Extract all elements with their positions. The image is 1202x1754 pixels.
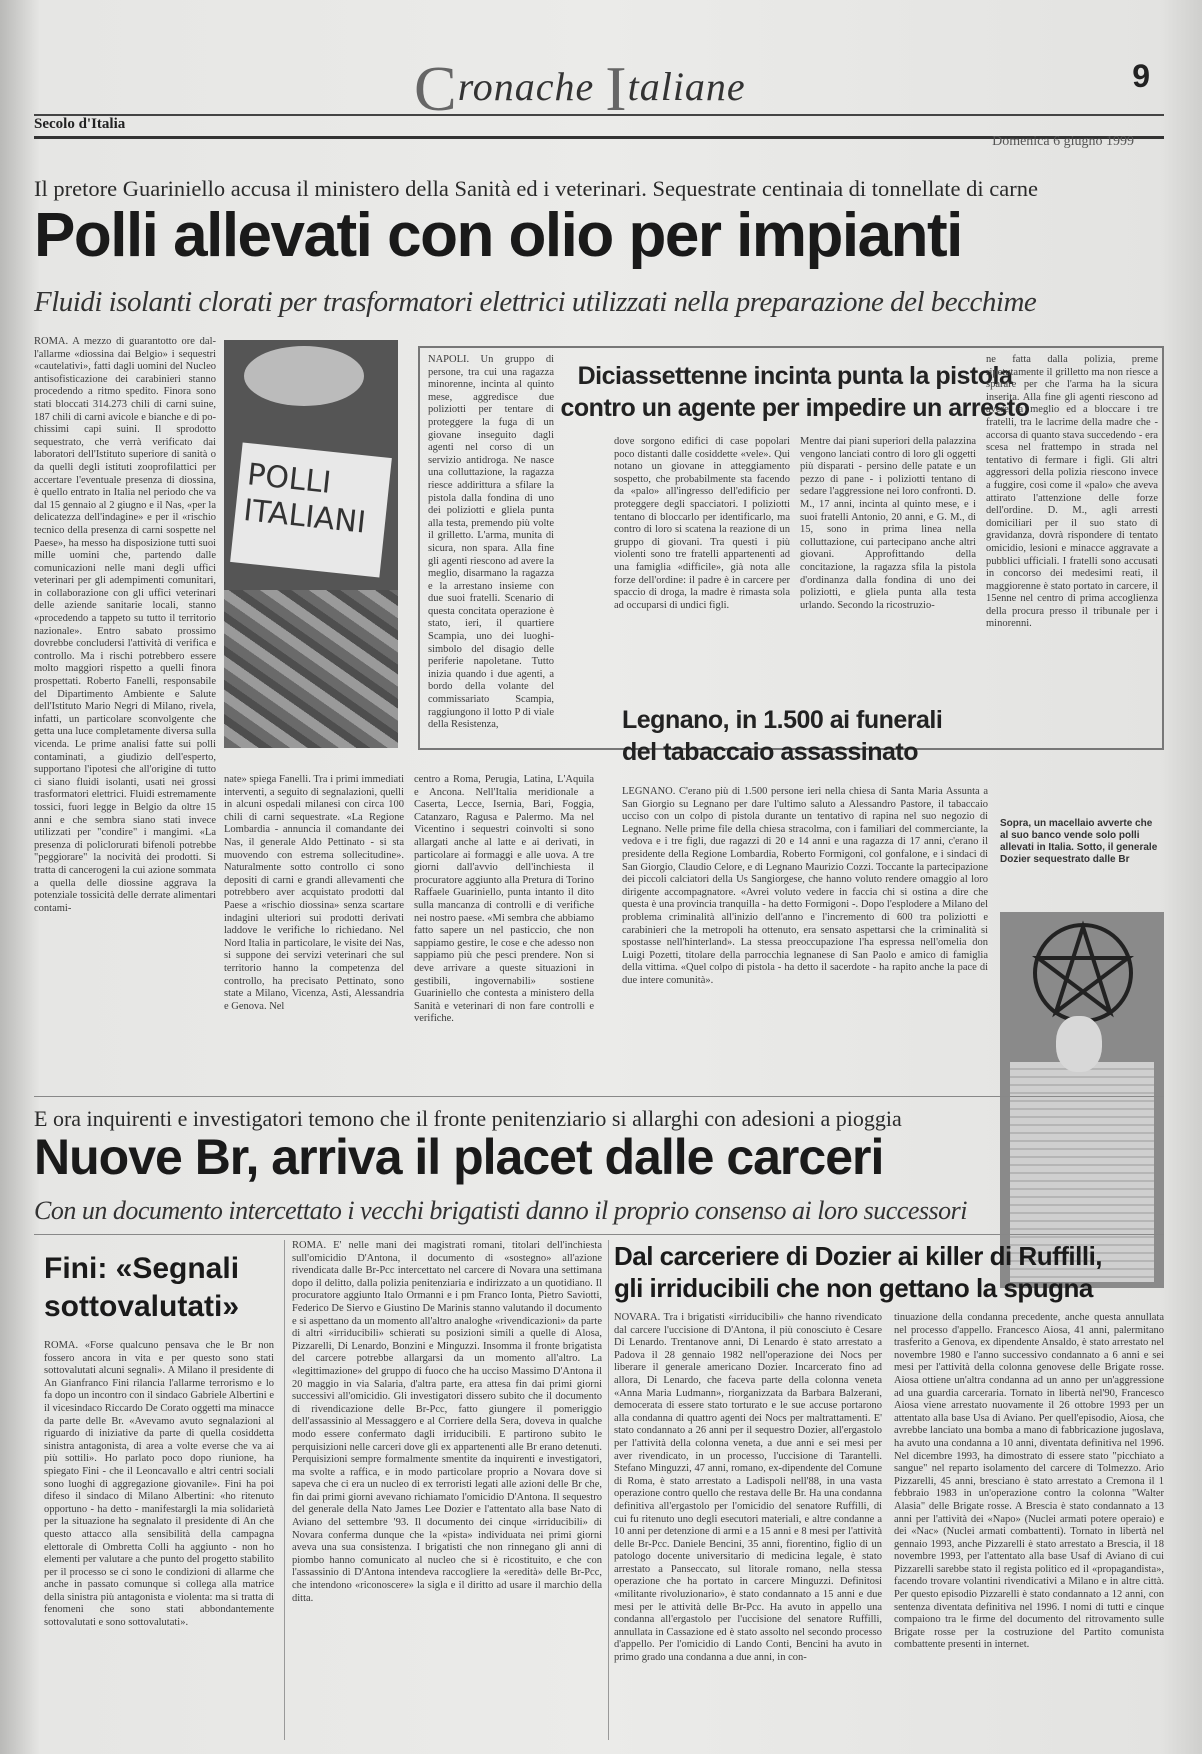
- section-title-initial-1: C: [414, 53, 458, 124]
- section-divider-2: [34, 1234, 1164, 1235]
- issue-date: Domenica 6 giugno 1999: [992, 134, 1134, 149]
- br-story-kicker: E ora inquirenti e investigatori temono che il fronte penitenziario si allarghi con adesioni a pioggia: [34, 1106, 902, 1131]
- legnano-story-body: LEGNANO. C'erano più di 1.500 persone ieri nella chiesa di Santa Maria Assunta a San Giorgio su Legnano per dare l'ultimo saluto a Alessandro Pastore, il tabaccaio ucciso con un colpo di pistola durante un tentativo di rapina nel suo negozio di Legnano. Nelle prime file della chiesa stracolma, con i familiari del commerciante, la vedova e i tre figli, due ragazzi di 20 e 14 anni e una ragazza di 17 anni, c'erano il presidente della Regione Lombardia, Roberto Formigoni, col gonfalone, e i sindaci di San Giorgio, Claudio Celore, e di Legnano Maurizio Cozzi. Toccante la partecipazione dei piccoli calciatori della Us Sangiorgese, che hanno voluto rendere omaggio al loro dirigente accompagnatore. «Avrei voluto vedere in faccia chi si ostina a dire che questa è una provincia tranquilla - ha detto Formigoni -. Dopo l'esplodere a Milano del problema criminalità all'inizio dell'anno e l'incremento di 600 tra poliziotti e carabinieri che la metropoli ha ottenuto, era sensato aspettarsi che la criminalità si spostasse nell'hinterland». La stessa preoccupazione l'ha espressa nell'omelia don Luigi Pozetti, titolare della parrocchia legnanese di San Paolo e amico di famiglia della vittima. «Quel colpo di pistola - ha detto il sacerdote - ha rapito anche la pace di due intere comunità».: [622, 786, 988, 986]
- legnano-headline-line-2: del tabaccaio assassinato: [622, 738, 918, 766]
- hostage-face: [1056, 1016, 1102, 1072]
- boxed-story-headline: [560, 360, 1030, 424]
- photo-caption: Sopra, un macellaio avverte che al suo banco vende solo polli allevati in Italia. Sotto, il generale Dozier sequestrato dalle Br: [1000, 818, 1158, 865]
- main-story-column-1: ROMA. A mezzo di guarantotto ore dal-l'allarme «diossina dai Belgio» i sequestri «cautelativi», fatti dagli uomini del Nucleo antisofisticazione dei carabinieri stanno procedendo a ritmo spedito. Finora sono stati bloccati 314.273 chili di carni suine, 187 chili di carni avicole e bianche e di po-chissimi capi suini. Il sprodotto sequestrato, che verrà verificato dai laboratori dell'Istituto superiore di sanità o da quelli degli istituti zooprofilattici per accertare l'eventuale presenza di diossina, è quello entrato in Italia nel periodo che va dal 15 gennaio al 2 giugno e il Nas, «per la delicatezza dell'indagine» e per il «rischio tecnico della presenza di carni sospette nel Paese», ha messo ha disposizione tutti suoi mille uomini che, partendo dalle comunicazioni nelle mani degli uffici veterinari per gli adempimenti comunitari, in collaborazione con gli uffici veterinari delle aziende sanitarie locali, stanno «procedendo a tappeto su tutto il territorio nazionale». Entro sabato prossimo dovrebbe concludersi l'attività di verifica e controllo. Ma i rischi potrebbero essere molto maggiori rispetto a quelli finora prospettati. Roberto Fanelli, responsabile del Dipartimento Ambiente e Salute dell'Istituto Mario Negri di Milano, rivela, infatti, un particolare sconvolgente che getta una luce completamente diversa sulla vicenda. Le prime analisi fatte sui polli contaminati, a giudizio dell'esperto, supportano l'ipotesi che all'origine di tutto ci siano fluidi isolanti, usati nei grossi trasformatori elettrici. Fluidi estremamente tossici, fuori legge in Belgio da oltre 15 anni e che sembra siano stati invece utilizzati per "condire" i mangimi. «La presenza di policlorurati bifenoli potrebbe "peggiorare" la nocività dei prodotti. Si tratta di cancerogeni la cui azione sommata a quella delle diossine aggrava la potenziale tossicità delle derrate alimentari contami-: [34, 336, 216, 914]
- page-number: 9: [1132, 58, 1150, 94]
- newspaper-brand: Secolo d'Italia: [34, 116, 126, 132]
- dozier-headline-line-2: gli irriducibili che non gettano la spugna: [614, 1273, 1093, 1303]
- boxed-story-column-4: ne fatta dalla polizia, preme ripetutamente il grilletto ma non riesce a sparare per che l'arma ha la sicura inserita. Alla fine gli agenti riescono ad avere la meglio ed a bloccare i tre fratelli, tra le lacrime della madre che - accorsa di quanto stava succedendo - era scesa nel frattempo in strada nel tentativo di fermare i figli. Gli altri aggressori della polizia riescono invece a fuggire, così come il «palo» che aveva attirato l'attenzione delle forze dell'ordine. D. M., agli arresti domiciliari per il suo stato di gravidanza, dovrà rispondere di tentato omicidio, lesioni e minacce aggravate a pubblici ufficiali. I fratelli sono accusati in concorso dei medesimi reati, il maggiorenne è stato portato in carcere, il 15enne nel centro di prima accoglienza della procura presso il tribunale per i minorenni.: [986, 354, 1158, 630]
- dozier-headline-line-1: Dal carceriere di Dozier ai killer di Ruffilli,: [614, 1241, 1103, 1271]
- fini-headline: Fini: «Segnali sottovalutati»: [44, 1252, 240, 1323]
- main-story-column-3: centro a Roma, Perugia, Latina, L'Aquila e Ancona. Nell'Italia meridionale a Caserta, Lecce, Isernia, Bari, Foggia, Catanzaro, Ragusa e Palermo. Ma nel Vicentino i sequestri coinvolti si sono allargati anche al latte e ai derivati, in particolare ai formaggi e alle uova. A tre giorni dall'avvio dell'inchiesta il procuratore aggiunto alla Pretura di Torino Raffaele Guariniello, punta intanto il dito sulla mancanza di controlli e di verifiche nei nostro paese. «Mi sembra che abbiamo fatto sapere un nel pasticcio, che non sappiamo gestire, le cose e che adesso non sappiamo più che pesci prendere. Non si deve arrivare a queste situazioni in gestibili, ingovernabili» sostiene Guariniello che contesta a ministero della Sanità e veterinari di non fare controlli e verifiche.: [414, 774, 594, 1025]
- masthead: [34, 48, 1164, 158]
- main-story-kicker: Il pretore Guariniello accusa il ministero della Sanità ed i veterinari. Sequestrate centinaia di tonnellate di carne: [34, 176, 1038, 201]
- section-divider: [34, 1096, 1164, 1097]
- photo-sign: POLLI ITALIANI: [230, 442, 392, 577]
- section-title-initial-2: I: [605, 53, 628, 124]
- boxed-story-column-2: dove sorgono edifici di case popolari poco distanti dalle cosiddette «vele». Qui notano un giovane in atteggiamento sospetto, che probabilmente sta facendo da «palo» all'ingresso dell'edificio per proteggere degli spacciatori. I poliziotti tentano di bloccarlo per identificarlo, ma contro di loro si scatena la reazione di un gruppo di giovani. Tra questi i più violenti sono tre fratelli appartenenti ad una famiglia «difficile», già nota alle forze dell'ordine: il padre è in carcere per spaccio di droga, la madre è rimasta sola ad occuparsi di undici figli.: [614, 436, 790, 611]
- star-icon: [1028, 918, 1138, 1028]
- fini-body: ROMA. «Forse qualcuno pensava che le Br non fossero ancora in vita e per questo sono stati sottovalutati alcuni segnali». A Milano il presidente di An Gianfranco Fini rilancia l'allarme terrorismo e lo fa dopo un incontro con il sindaco Gabriele Albertini e il vicesindaco Riccardo De Corato oggetti ma minacce da parte delle Br. «Avevamo avuto segnalazioni al riguardo di iniziative da parte di quella cosiddetta sinistra antagonista, di area a volte everse che va ai più sottili». Ho parlato poco dopo riunione, ha spiegato Fini - che il Leoncavallo e altri centri sociali sono luoghi di aggregazione giovanile». Fini ha poi difeso il sindaco di Milano Albertini: «ho ritenuto opportuno - ha detto - manifestargli la mia solidarietà per la situazione ha segnalato il presidente di An che questo attacco alla sensibilità della campagna elettorale di Ombretta Colli ha aggiunto - non ho elementi per valutare a che punto del progetto stabilito per il processo se ci sono le condizioni di allarme che anche in passato comunque si collega alla matrice della sinistra più antagonista e violenta: ma si tratta di fenomeni che sono stati abbondantemente sottovalutati e sono sottovalutati».: [44, 1340, 274, 1629]
- main-story-deck: Fluidi isolanti clorati per trasformatori elettrici utilizzati nella preparazione del becchime: [34, 286, 1037, 318]
- main-story-headline: Polli allevati con olio per impianti: [34, 201, 962, 270]
- boxed-story-column-3: Mentre dai piani superiori della palazzina vengono lanciati contro di loro gli oggetti più disparati - persino delle patate e un pezzo di pane - i poliziotti tentano di sedare l'aggressione nei loro confronti. D. M., 17 anni, incinta al quinto mese, e i suoi fratelli Antonio, 20 anni, e G. M., di 15, sono in prima linea nella colluttazione, cui partecipano anche altri giovani. Approfittando della concitazione, la ragazza sfila la pistola d'ordinanza dalla fondina di uno dei poliziotti, e gliela punta alla testa urlando. Secondo la ricostruzio-: [800, 436, 976, 611]
- dozier-story-column-2: tinuazione della condanna precedente, anche questa annullata nel processo d'appello. Francesco Aiosa, 41 anni, palermitano trasferito a Genova, ex dipendente Ansaldo, è stato arrestato nel novembre 1980 e l'anno successivo condannato a 6 anni e sei mesi per l'attività della colonna genovese delle Brigate rosse. Aiosa ottiene un'altra condanna ad un anno per un'aggressione ad una guardia carceraria. Tornato in libertà nel'90, Francesco Aiosa viene arrestato nuovamente il 26 ottobre 1993 per un attentato alla base Usa di Aviano. Per quell'episodio, Aiosa, che avrebbe lanciato una bomba a mano di fabbricazione jugoslava, ha avuto una condanna a 10 anni, diventata definitiva nel 1996. Nel dicembre 1993, ha dimostrato di essere stato "picchiato a sangue" nel reparto isolamento del carcere di Tolmezzo. Ario Pizzarelli, 45 anni, bresciano è stato arrestato a Cremona il 1 febbraio 1983 in un'operazione contro la colonna "Walter Alasia" delle Brigate rosse. A Brescia è stato condannato a 13 anni per l'attività dei «Napo» (Nuclei armati potere operaio) e dei «Nac» (Nuclei armati combattenti). Tornato in libertà nel gennaio 1993, anche Pizzarelli è stato arrestato a Brescia, il 18 novembre 1993, per l'attentato alla base Usaf di Aviano di cui Pizzarelli sarebbe stato il regista politico ed il «propagandista», facendo trovare volantini rivendicativi a Milano e in altre città. Per questo episodio Pizzarelli è stato condannato a 12 anni, con sentenza diventata definitiva nel 1996. I nomi di tutti e cinque compaiono tra le firme del documento del ritrovamento sulle Brigate rosse per la costruzione del Partito comunista combattente presenti in internet.: [894, 1312, 1164, 1651]
- boxed-headline-line-2: contro un agente per impedire un arresto: [560, 394, 1030, 422]
- legnano-headline: [622, 704, 992, 768]
- scale-plate: [244, 346, 364, 406]
- boxed-story-column-1: NAPOLI. Un gruppo di persone, tra cui una ragazza minorenne, incinta al quinto mese, aggredisce due poliziotti per tentare di proteggere la fuga di un giovane inseguito dagli agenti nel corso di un servizio antidroga. Ne nasce una colluttazione, la ragazza riesce addirittura a sfilare la pistola dalla fondina di uno dei poliziotti e gliela punta alla testa, premendo più volte il grilletto. L'arma, munita di sicura, non spara. Alla fine gli agenti riescono ad avere la meglio, disarmano la ragazza e la arrestano insieme con due suoi fratelli. Scenario di questa concitata operazione è stato, ieri, il quartiere Scampia, uno dei luoghi-simbolo del disagio delle periferie napoletane. Tutto inizia quando i due agenti, a bordo della volante del commissariato Scampia, raggiungono il lotto P di viale della Resistenza,: [428, 354, 554, 731]
- poultry-counter: [224, 590, 398, 748]
- br-story-deck: Con un documento intercettato i vecchi brigatisti danno il proprio consenso ai loro successori: [34, 1196, 967, 1225]
- legnano-headline-line-1: Legnano, in 1.500 ai funerali: [622, 706, 943, 734]
- dozier-story-column-1: NOVARA. Tra i brigatisti «irriducibili» che hanno rivendicato dal carcere l'uccisione di D'Antona, il più conosciuto è Cesare Di Lenardo. Trentanove anni, Di Lenardo è stato arrestato a Padova il 28 gennaio 1982 nell'operazione dei Nocs per liberare il generale americano Dozier. Incarcerato fino ad allora, Di Lenardo, che faceva parte della colonna veneta «Anna Maria Ludmann», riorganizzata da Barbara Balzerani, democerata di essere stato torturato e le sue accuse portarono alla condanna di quattro agenti dei Nocs per maltrattamenti. E' stato condannato a 26 anni per il sequestro Dozier, all'ergastolo per l'attività della colonna veneta, a due anni e sei mesi per aver rivendicato, in un processo, l'uccisione di Tarantelli. Stefano Minguzzi, 47 anni, romano, ex-dipendente del Comune di Roma, è stato arrestato a Ladispoli nell'88, in una vasta operazione contro quello che restava delle Br. Ha una condanna definitiva all'ergastolo per l'omicidio del senatore Ruffilli, di cui fu ritenuto uno degli esecutori materiali, e altre condanne a 10 anni per detenzione di armi e a 15 anni e 8 mesi per l'attività delle Br-Pcc. Daniele Bencini, 35 anni, fiorentino, figlio di un patologo docente universitario di medicina legale, è stato arrestato a Panseccato, sul litorale romano, nella stessa operazione che ha portato in carcere Minguzzi. Definitosi «militante rivoluzionario», è stato condannato a 15 anni e due mesi per le attività delle Br-Pcc. Ha avuto in appello una condanna all'ergastolo per l'uccisione del senatore Ruffilli, annullata in Cassazione ed è stato assolto nel secondo processo d'appello. Per l'omicidio di Lando Conti, Bencini ha avuto in primo grado una condanna a due anni, in con-: [614, 1312, 882, 1664]
- br-story-body: ROMA. E' nelle mani dei magistrati romani, titolari dell'inchiesta sull'omicidio D'Antona, il documento di «sostegno» all'azione rivendicata dalle Br-Pcc intercettato nel carcere di Novara una settimana dopo il delitto, dalla polizia penitenziaria e indirizzato a un quotidiano. Il procuratore aggiunto Italo Ormanni e i pm Franco Ionta, Pietro Saviotti, Federico De Siervo e Giustino De Marinis stanno valutando il documento e si aspettano da un momento all'altro analoghe «rivendicazioni» da parte di altri «irriducibili» schierati su posizioni simili a quelle di Alosa, Pizzarelli, Di Lenardo, Bonzini e Minguzzi. Insomma il fronte brigatista del carcere potrebbe allargarsi da un momento all'altro. La «legittimazione» del gruppo di fuoco che ha ucciso Massimo D'Antona il 20 maggio in via Salaria, d'altra parte, era attesa fin dai primi giorni successivi all'omicidio. Gli investigatori dissero subito che il documento di rivendicazione delle Br-Pcc, fatto giungere il pomeriggio dell'assassinio al Messaggero e al Corriere della Sera, doveva in qualche modo essere confermato dagli irriducibili. E partirono subito le perquisizioni nelle carceri dove gli ex appartenenti alle Br erano detenuti. Perquisizioni sempre formalmente smentite da inquirenti e investigatori, ma svolte a raffica, e in modo particolare proprio a Novara dove si sapeva che ci era un nucleo di ex terroristi legati alle azioni delle Br che, fin dai primi giorni avevano richiamato l'omicidio D'Antona. Il sequestro del generale della Nato James Lee Dozier e l'attentato alla base Nato di Aviano del settembre '93. Il documento dei cinque «irriducibili» di Novara conferma dunque che la «pista» individuata nei primi giorni aveva una sua consistenza. I brigatisti che non rinnegano gli anni di piombo hanno comunicato al nucleo che si è ricostituito, e che con l'assassinio di D'Antona intendeva raccogliere la «eredità» delle Br-Pcc, che intendono «riconoscere» la sigla e il diritto ad usare il marchio della ditta.: [292, 1240, 602, 1604]
- section-title-part-1: ronache: [457, 64, 606, 109]
- masthead-rule-top: [34, 114, 1164, 116]
- section-title-part-2: taliane: [627, 64, 746, 109]
- br-story-headline: Nuove Br, arriva il placet dalle carceri: [34, 1129, 884, 1185]
- column-rule-1: [284, 1240, 285, 1740]
- main-story-column-2: nate» spiega Fanelli. Tra i primi immediati interventi, a seguito di segnalazioni, quelli in alcuni ospedali milanesi con circa 100 chili di carni sequestrate. «La Regione Lombardia - annuncia il comandante dei Nas, il generale Aldo Pettinato - si sta muovendo con estrema sollecitudine». Naturalmente sotto controllo ci sono depositi di carni e grandi allevamenti che potrebbero aver acquistato prodotti dal Paese a «rischio diossina» senza scartare indagini ulteriori sui prodotti derivati laddove le verifiche lo richiedano. Nel Nord Italia in particolare, le visite dei Nas, si suppone dei servizi veterinari che sul territorio hanno la competenza del controllo, ha precisato Pettinato, sono state a Milano, Vicenza, Asti, Alessandria e Genova. Nel: [224, 774, 404, 1012]
- chicken-sign-photo: [224, 340, 398, 748]
- dozier-headline: [614, 1240, 1174, 1304]
- column-rule-2: [608, 1240, 609, 1740]
- boxed-headline-line-1: Diciassettenne incinta punta la pistola: [577, 362, 1013, 390]
- boxed-story: [418, 346, 1164, 750]
- dozier-photo: [1000, 912, 1164, 1288]
